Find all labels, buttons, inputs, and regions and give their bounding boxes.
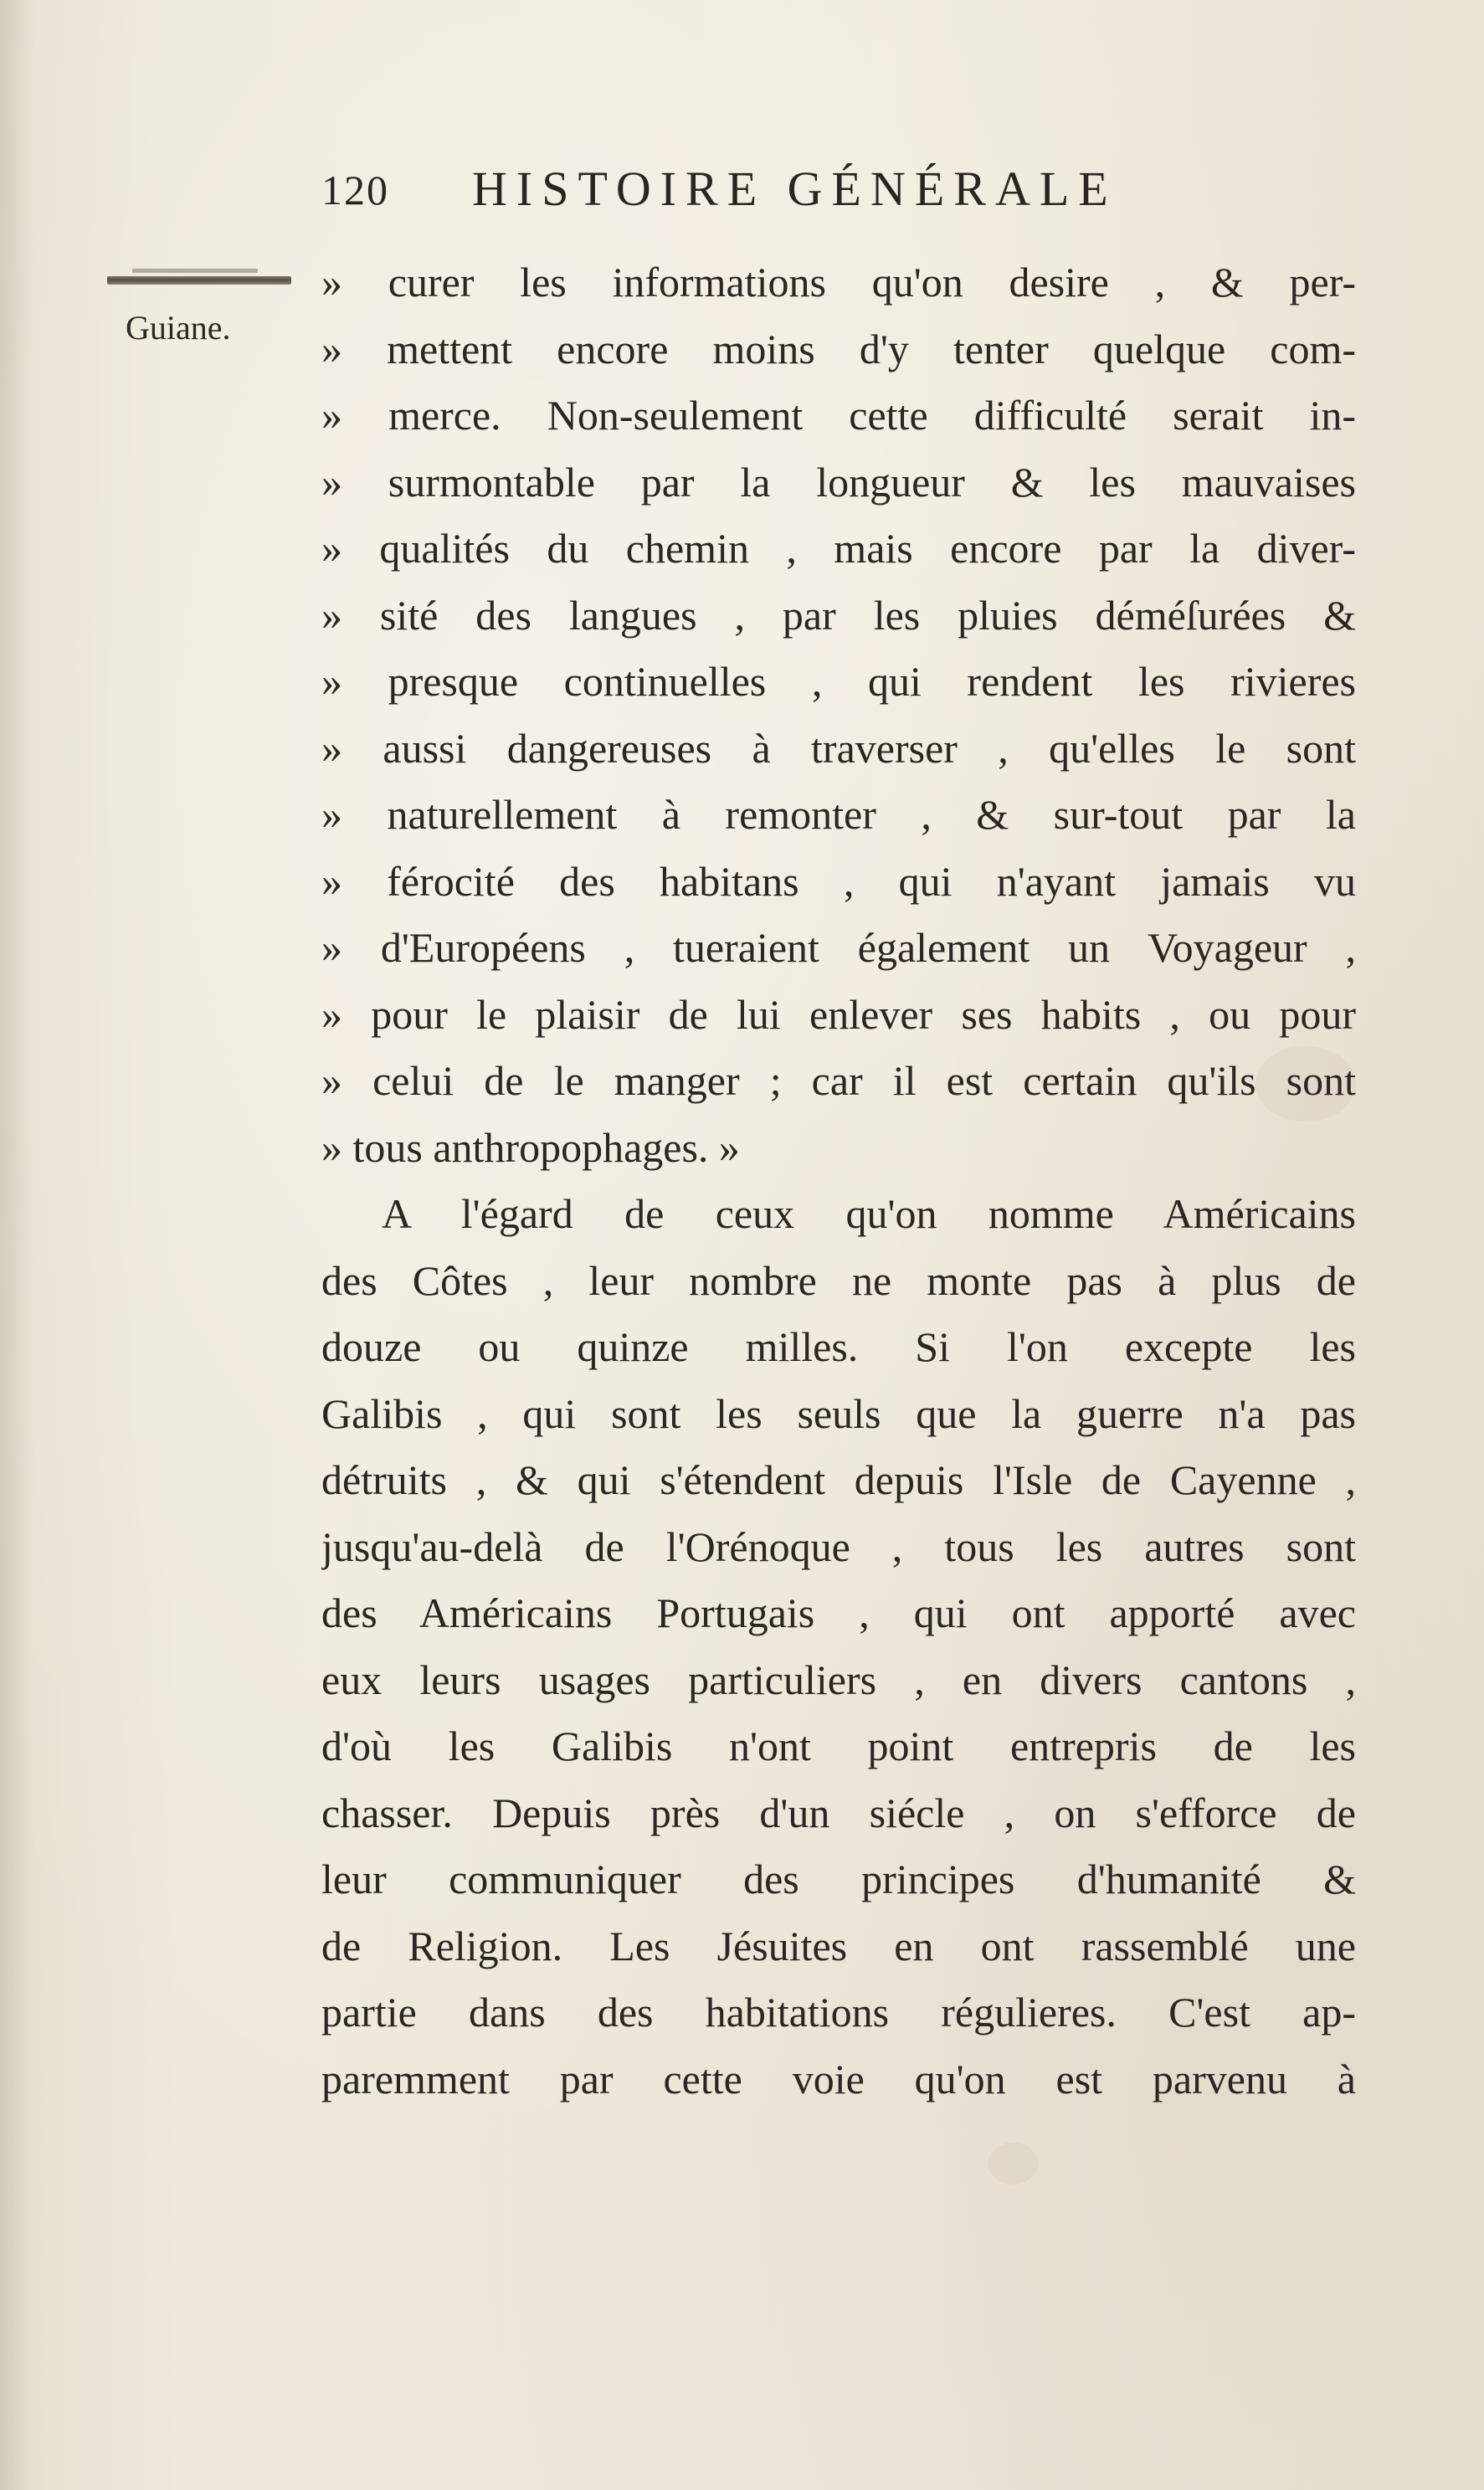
text-line: des Côtes , leur nombre ne monte pas à plus de: [321, 1256, 1356, 1304]
paper-stain: [988, 2143, 1038, 2185]
text-line: des Américains Portugais , qui ont apporté avec: [321, 1589, 1356, 1636]
text-line: » pour le plaisir de lui enlever ses habits , ou pour: [321, 990, 1356, 1038]
text-line: » mettent encore moins d'y tenter quelque com-: [321, 325, 1356, 372]
text-line: » curer les informations qu'on desire , & per-: [321, 259, 1356, 305]
text-line: » merce. Non-seulement cette difficulté serait in-: [321, 392, 1356, 439]
text-line: A l'égard de ceux qu'on nomme Américains: [382, 1190, 1356, 1237]
page-number: 120: [321, 167, 389, 213]
text-line: douze ou quinze milles. Si l'on excepte les: [321, 1323, 1356, 1370]
text-line: » presque continuelles , qui rendent les rivieres: [321, 658, 1356, 705]
text-line: » aussi dangereuses à traverser , qu'elles le sont: [321, 724, 1356, 772]
text-line: chasser. Depuis près d'un siécle , on s'efforce de: [321, 1789, 1356, 1836]
text-line: » sité des langues , par les pluies déméſurées &: [321, 591, 1356, 639]
running-title: HISTOIRE GÉNÉRALE: [472, 162, 1117, 216]
marginal-rule: [107, 276, 291, 285]
text-line: » qualités du chemin , mais encore par la diver-: [321, 525, 1356, 572]
text-line: jusqu'au-delà de l'Orénoque , tous les autres sont: [321, 1522, 1356, 1570]
text-line: » celui de le manger ; car il est certain qu'ils sont: [321, 1057, 1356, 1104]
text-line: eux leurs usages particuliers , en divers cantons ,: [321, 1656, 1356, 1703]
text-line: leur communiquer des principes d'humanité &: [321, 1856, 1356, 1902]
text-line: d'où les Galibis n'ont point entrepris de les: [321, 1722, 1356, 1769]
text-line: de Religion. Les Jésuites en ont rassemblé une: [321, 1922, 1356, 1969]
running-head: [321, 161, 1359, 228]
text-line: » tous anthropophages. »: [321, 1123, 740, 1171]
text-line: Galibis , qui sont les seuls que la guerre n'a pas: [321, 1389, 1356, 1437]
text-line: » férocité des habitans , qui n'ayant jamais vu: [321, 857, 1356, 905]
text-line: » d'Européens , tueraient également un Voyageur ,: [321, 924, 1356, 971]
text-line: partie dans des habitations régulieres. C'est ap-: [321, 1989, 1356, 2036]
text-line: » surmontable par la longueur & les mauvaises: [321, 458, 1356, 506]
text-line: paremment par cette voie qu'on est parvenu à: [321, 2055, 1356, 2102]
body-text: [321, 249, 1356, 2113]
marginal-note: Guiane.: [126, 309, 231, 347]
text-line: » naturellement à remonter , & sur-tout par la: [321, 791, 1356, 838]
text-line: détruits , & qui s'étendent depuis l'Isle de Cayenne ,: [321, 1456, 1356, 1503]
